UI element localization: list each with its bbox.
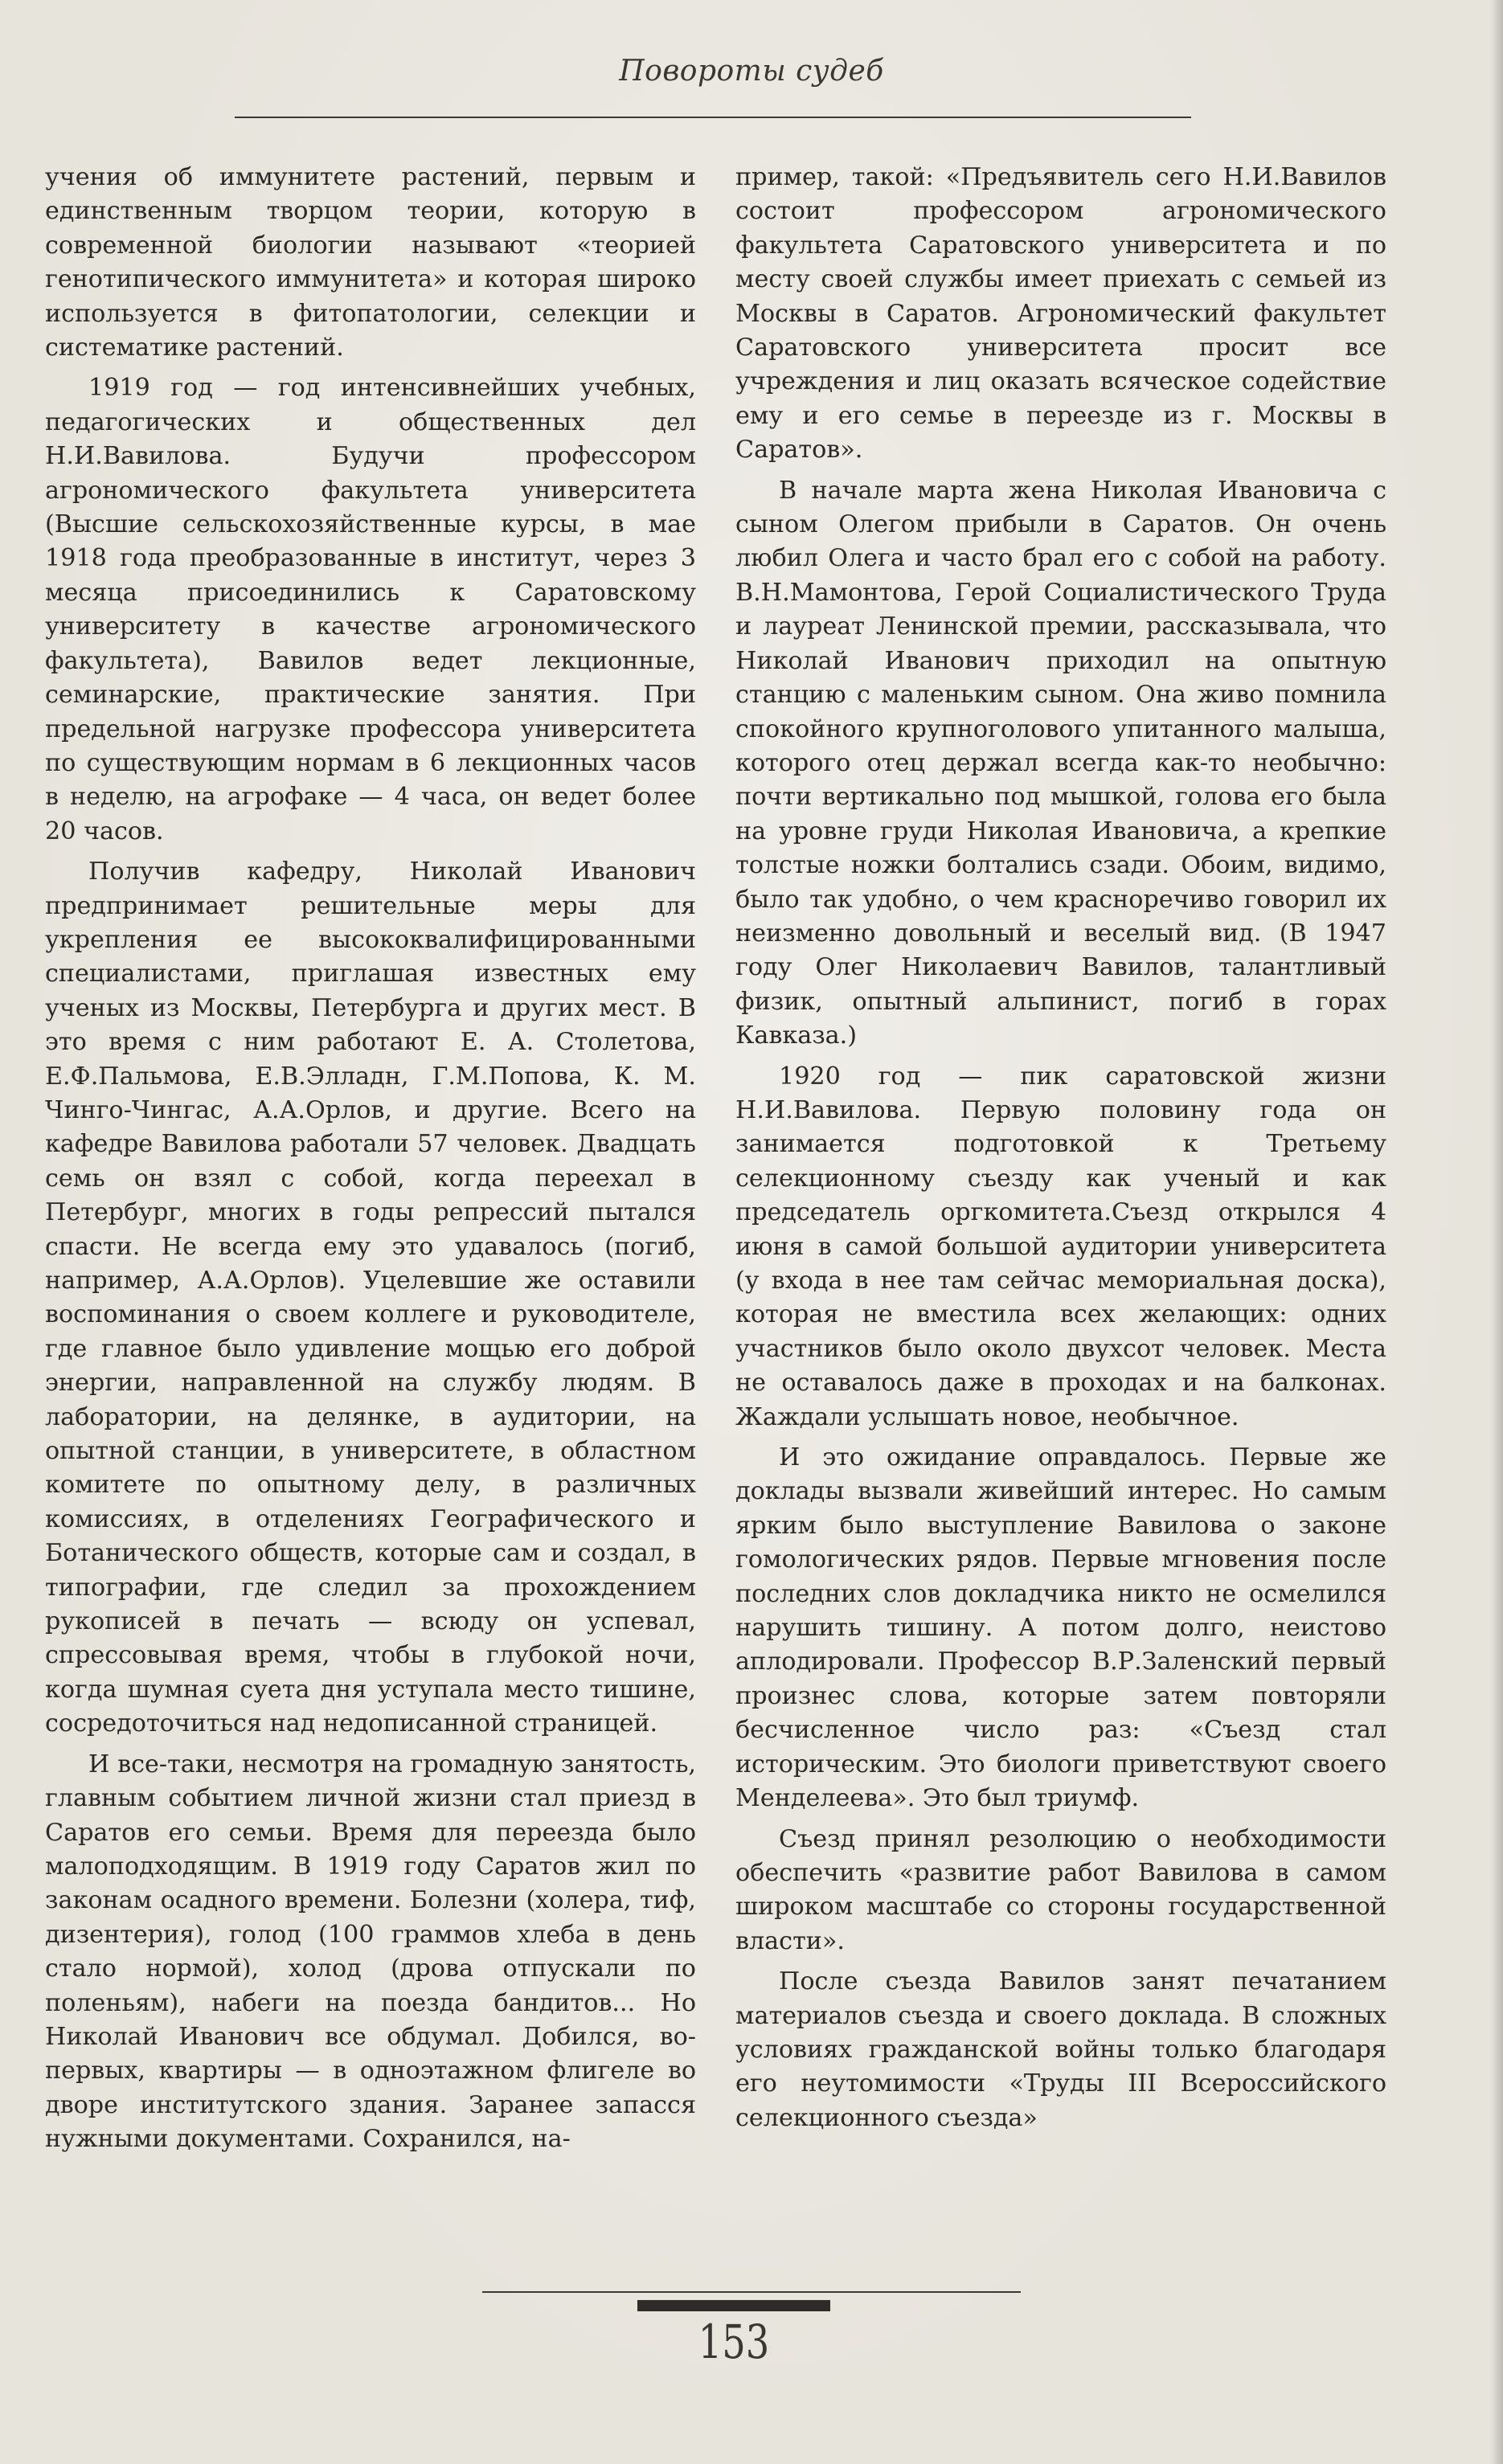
paragraph: 1920 год — пик саратовской жизни Н.И.Вавилова. Первую половину года он занимается подготовкой к Третьему селекционному съезду как ученый и как председатель оргкомитета.Съезд открылся 4 июня в самой большой аудитории университета (у входа в нее там сейчас мемориальная доска), которая не вместила всех желающих: одних участников было около двухсот человек. Места не оставалось даже в проходах и на балконах. Жаждали услышать новое, необычное. bbox=[735, 1062, 1386, 1431]
footer-rule bbox=[482, 2291, 1021, 2293]
paragraph: 1919 год — год интенсивнейших учебных, педагогических и общественных дел Н.И.Вавилова. Будучи профессором агрономического факультета университета (Высшие сельскохозяйственные курсы, в мае 1918 года преобразованные в институт, через 3 месяца присоединились к Саратовскому университету в качестве агрономического факультета), Вавилов ведет лекционные, семинарские, практические занятия. При предельной нагрузке профессора университета по существующим нормам в 6 лекционных часов в неделю, на агрофаке — 4 часа, он ведет более 20 часов. bbox=[45, 374, 696, 845]
page-edge-shadow bbox=[1490, 0, 1503, 2464]
paragraph: Съезд принял резолюцию о необходимости обеспечить «развитие работ Вавилова в самом широком масштабе со стороны государственной власти». bbox=[735, 1824, 1386, 1955]
paragraph: пример, такой: «Предъявитель сего Н.И.Вавилов состоит профессором агрономического факультета Саратовского университета и по месту своей службы имеет приехать с семьей из Москвы в Саратов. Агрономический факультет Саратовского университета просит все учреждения и лиц оказать всяческое содействие ему и его семье в переезде из г. Москвы в Саратов». bbox=[735, 163, 1386, 465]
paragraph: И это ожидание оправдалось. Первые же доклады вызвали живейший интерес. Но самым ярким было выступление Вавилова о законе гомологических рядов. Первые мгновения после последних слов докладчика никто не осмелился нарушить тишину. А потом долго, неистово аплодировали. Профессор В.Р.Заленский первый произнес слова, которые затем повторяли бесчисленное число раз: «Съезд стал историческим. Это биологи приветствуют своего Менделеева». Это был триумф. bbox=[735, 1443, 1386, 1813]
running-title: Повороты судеб bbox=[619, 55, 884, 88]
paragraph: учения об иммунитете растений, первым и единственным творцом теории, которую в современной биологии называют «теорией генотипического иммунитета» и которая широко используется в фитопатологии, селекции и систематике растений. bbox=[45, 163, 696, 362]
paragraph: После съезда Вавилов занят печатанием материалов съезда и своего доклада. В сложных условиях гражданской войны только благодаря его неутомимости «Труды III Всероссийского селекционного съезда» bbox=[735, 1967, 1386, 2132]
left-column bbox=[45, 161, 696, 2163]
paragraph: В начале марта жена Николая Ивановича с сыном Олегом прибыли в Саратов. Он очень любил Олега и часто брал его с собой на работу. В.Н.Мамонтова, Герой Социалистического Труда и лауреат Ленинской премии, рассказывала, что Николай Иванович приходил на опытную станцию с маленьким сыном. Она живо помнила спокойного крупноголового упитанного малыша, которого отец держал всегда как-то необычно: почти вертикально под мышкой, голова его была на уровне груди Николая Ивановича, а крепкие толстые ножки болтались сзади. Обоим, видимо, было так удобно, о чем красноречиво говорил их неизменно довольный и веселый вид. (В 1947 году Олег Николаевич Вавилов, талантливый физик, опытный альпинист, погиб в горах Кавказа.) bbox=[735, 476, 1386, 1050]
right-column bbox=[735, 161, 1386, 2142]
page-number: 153 bbox=[698, 2315, 770, 2369]
paragraph: Получив кафедру, Николай Иванович предпринимает решительные меры для укрепления ее высококвалифицированными специалистами, приглашая известных ему ученых из Москвы, Петербурга и других мест. В это время с ним работают Е. А. Столетова, Е.Ф.Пальмова, Е.В.Элладн, Г.М.Попова, К. М. Чинго-Чингас, А.А.Орлов, и другие. Всего на кафедре Вавилова работали 57 человек. Двадцать семь он взял с собой, когда переехал в Петербург, многих в годы репрессий пытался спасти. Не всегда ему это удавалось (погиб, например, А.А.Орлов). Уцелевшие же оставили воспоминания о своем коллеге и руководителе, где главное было удивление мощью его доброй энергии, направленной на службу людям. В лаборатории, на делянке, в аудитории, на опытной станции, в университете, в областном комитете по опытному делу, в различных комиссиях, в отделениях Географического и Ботанического обществ, которые сам и создал, в типографии, где следил за прохождением рукописей в печать — всюду он успевал, спрессовывая время, чтобы в глубокой ночи, когда шумная суета дня уступала место тишине, сосредоточиться над недописанной страницей. bbox=[45, 857, 696, 1738]
footer-bar bbox=[637, 2300, 830, 2311]
header-rule bbox=[235, 117, 1191, 118]
paragraph: И все-таки, несмотря на громадную занятость, главным событием личной жизни стал приезд в Саратов его семьи. Время для переезда было малоподходящим. В 1919 году Саратов жил по законам осадного времени. Болезни (холера, тиф, дизентерия), голод (100 граммов хлеба в день стало нормой), холод (дрова отпускали по поленьям), набеги на поезда бандитов... Но Николай Иванович все обдумал. Добился, во-первых, квартиры — в одноэтажном флигеле во дворе институтского здания. Заранее запасся нужными документами. Сохранился, на- bbox=[45, 1750, 696, 2154]
